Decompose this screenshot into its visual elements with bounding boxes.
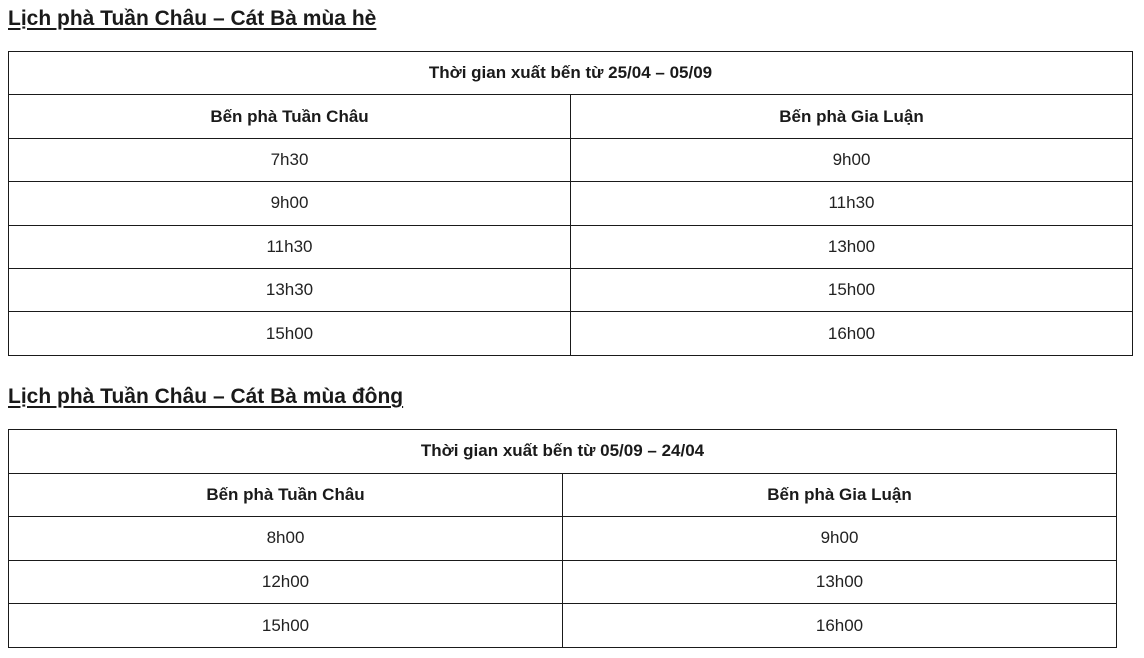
- departure-time-gia-luan: 11h30: [571, 182, 1133, 225]
- departure-time-tuan-chau: 12h00: [9, 560, 563, 604]
- table-row: [9, 138, 1133, 181]
- period-row: [9, 430, 1117, 474]
- departure-time-gia-luan: 9h00: [563, 517, 1117, 561]
- period-header: Thời gian xuất bến từ 25/04 – 05/09: [9, 52, 1133, 95]
- summer-schedule-title: Lịch phà Tuần Châu – Cát Bà mùa hè: [8, 7, 377, 30]
- summer-schedule-table: [8, 51, 1133, 356]
- table-row: [9, 182, 1133, 225]
- departure-time-gia-luan: 16h00: [563, 604, 1117, 648]
- column-header-row: [9, 95, 1133, 138]
- winter-schedule-table: [8, 429, 1117, 648]
- table-row: [9, 517, 1117, 561]
- table-row: [9, 225, 1133, 268]
- period-row: [9, 52, 1133, 95]
- table-row: [9, 560, 1117, 604]
- departure-time-gia-luan: 9h00: [571, 138, 1133, 181]
- table-row: [9, 604, 1117, 648]
- departure-time-tuan-chau: 15h00: [9, 312, 571, 355]
- departure-time-tuan-chau: 8h00: [9, 517, 563, 561]
- departure-time-tuan-chau: 7h30: [9, 138, 571, 181]
- column-header-gia-luan: Bến phà Gia Luận: [571, 95, 1133, 138]
- departure-time-gia-luan: 15h00: [571, 268, 1133, 311]
- departure-time-gia-luan: 13h00: [563, 560, 1117, 604]
- departure-time-tuan-chau: 13h30: [9, 268, 571, 311]
- table-row: [9, 268, 1133, 311]
- column-header-tuan-chau: Bến phà Tuần Châu: [9, 95, 571, 138]
- period-header: Thời gian xuất bến từ 05/09 – 24/04: [9, 430, 1117, 474]
- column-header-gia-luan: Bến phà Gia Luận: [563, 473, 1117, 517]
- departure-time-tuan-chau: 15h00: [9, 604, 563, 648]
- departure-time-gia-luan: 16h00: [571, 312, 1133, 355]
- column-header-row: [9, 473, 1117, 517]
- departure-time-gia-luan: 13h00: [571, 225, 1133, 268]
- winter-schedule-title: Lịch phà Tuần Châu – Cát Bà mùa đông: [8, 385, 404, 408]
- table-row: [9, 312, 1133, 355]
- departure-time-tuan-chau: 9h00: [9, 182, 571, 225]
- column-header-tuan-chau: Bến phà Tuần Châu: [9, 473, 563, 517]
- departure-time-tuan-chau: 11h30: [9, 225, 571, 268]
